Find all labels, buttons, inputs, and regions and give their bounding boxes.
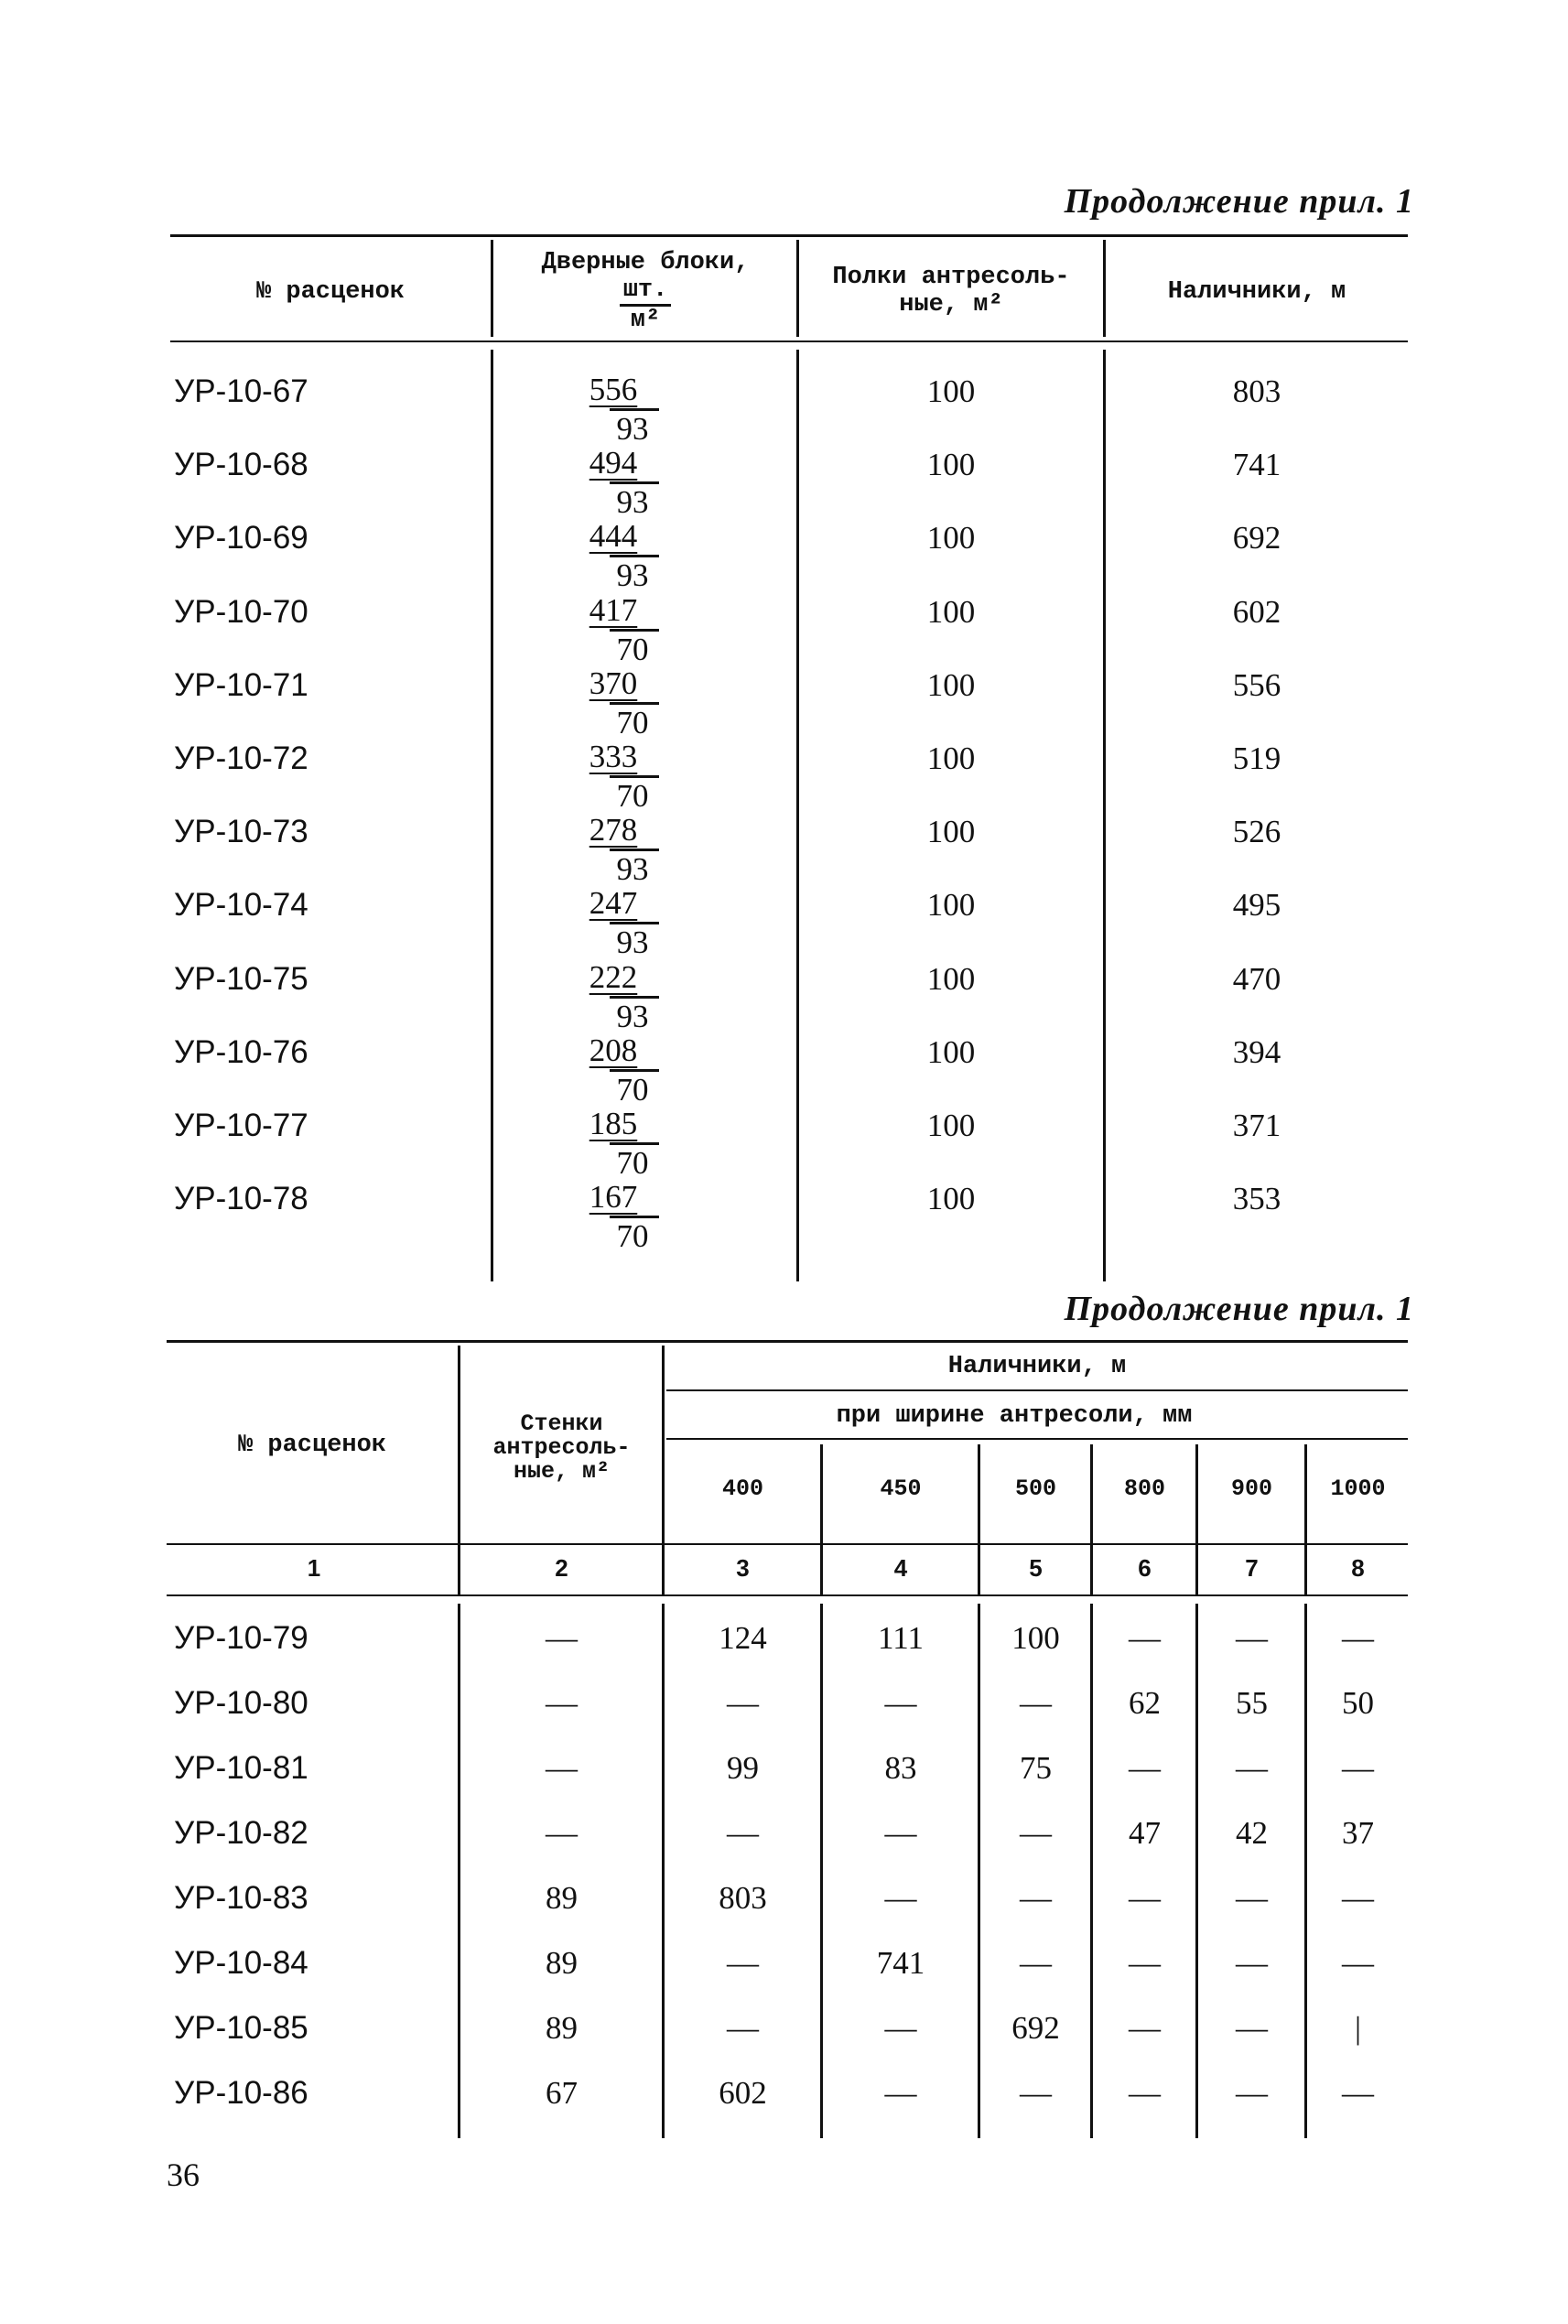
- table2-row-cell: —: [1020, 1945, 1052, 1981]
- table2-header-code: № расценок: [237, 1432, 387, 1459]
- table2-body-divider: [1304, 1604, 1307, 2138]
- table1-row-code: УР-10-69: [174, 520, 308, 557]
- table2-row-cell: 55: [1236, 1685, 1268, 1721]
- table2-row-cell: 124: [719, 1620, 767, 1656]
- table2-header-width-subgroup: при ширине антресоли, мм: [836, 1402, 1193, 1430]
- table2-row-cell: —: [546, 1685, 578, 1721]
- table2-row-cell: —: [1236, 1945, 1268, 1981]
- table2-column-number: 4: [893, 1554, 908, 1582]
- table2-row-cell: 89: [546, 1880, 578, 1916]
- table2-header-rule: [167, 1543, 1408, 1545]
- table1-row-trim: 353: [1232, 1181, 1281, 1217]
- table1-row-code: УР-10-70: [174, 593, 308, 630]
- table2-column-number: 3: [736, 1554, 750, 1582]
- table2-row-cell: —: [1020, 2075, 1052, 2111]
- table1-row-trim: 394: [1232, 1033, 1281, 1070]
- table1-row-door-den: 93: [610, 408, 659, 448]
- table2-column-number: 5: [1029, 1554, 1043, 1582]
- table2-header-walls: [461, 1412, 662, 1484]
- table1-row-shelves: 100: [926, 373, 976, 409]
- table1-row-door-fraction: [568, 959, 659, 1035]
- walls-title-line3: ные, м²: [513, 1458, 611, 1485]
- table2-row-cell: —: [1020, 1880, 1052, 1916]
- table1-row-code: УР-10-76: [174, 1033, 308, 1070]
- table1-row-shelves: 100: [926, 814, 976, 850]
- table2-column-number: 7: [1245, 1554, 1259, 1582]
- table1-body-divider: [491, 350, 493, 1281]
- table2-row-cell: —: [884, 1880, 917, 1916]
- table1-row-door-den: 70: [610, 702, 659, 741]
- table2-width-header: 500: [1014, 1475, 1056, 1502]
- table2-row-cell: —: [546, 1750, 578, 1786]
- table2-row-cell: 803: [719, 1880, 767, 1916]
- table2-header-divider: [820, 1444, 823, 1594]
- table2-body-divider: [458, 1604, 460, 2138]
- table1-row-door-fraction: [568, 665, 659, 741]
- table1-row-door-den: 70: [610, 629, 659, 668]
- table2-row-cell: —: [1236, 2075, 1268, 2111]
- table2-top-rule: [167, 1340, 1408, 1343]
- table1-row-shelves: 100: [926, 1033, 976, 1070]
- table2-width-header: 400: [721, 1475, 763, 1502]
- table1-row-door-num: 370: [589, 665, 638, 701]
- table1-row-door-fraction: [568, 592, 659, 668]
- table1-row-trim: 371: [1232, 1108, 1281, 1143]
- table1-row-door-fraction: [568, 518, 659, 594]
- table1-row-shelves: 100: [926, 593, 976, 630]
- table2-row-cell: 99: [727, 1750, 759, 1786]
- table2-continuation-caption: Продолжение прил. 1: [1064, 1290, 1414, 1328]
- table2-row-cell: 83: [884, 1750, 917, 1786]
- table1-row-code: УР-10-77: [174, 1108, 308, 1143]
- table2-row-code: УР-10-81: [174, 1750, 308, 1786]
- table2-colnum-rule: [167, 1594, 1408, 1596]
- table2-row-cell: —: [727, 1685, 759, 1721]
- table2-header-divider: [662, 1346, 665, 1594]
- table1-row-shelves: 100: [926, 447, 976, 483]
- table2-row-cell: —: [1129, 1945, 1161, 1981]
- table1-row-door-den: 93: [610, 922, 659, 961]
- door-blocks-title: Дверные блоки,: [541, 249, 750, 276]
- table2-width-header: 1000: [1330, 1475, 1386, 1502]
- table2-row-cell: —: [727, 1945, 759, 1981]
- table2-row-cell: —: [727, 2010, 759, 2046]
- table1-row-code: УР-10-74: [174, 887, 308, 924]
- table1-row-trim: 519: [1232, 740, 1281, 776]
- table2-header-divider: [978, 1444, 980, 1594]
- table2-body-divider: [820, 1604, 823, 2138]
- table2-row-cell: —: [1342, 1620, 1374, 1656]
- table2-group-rule: [666, 1389, 1408, 1391]
- table2-row-cell: —: [884, 1685, 917, 1721]
- table1-row-shelves: 100: [926, 740, 976, 776]
- table2-row-cell: —: [884, 2075, 917, 2111]
- table1-row-door-den: 93: [610, 555, 659, 594]
- table2-row-cell: —: [546, 1815, 578, 1851]
- table1-header-divider: [491, 240, 493, 337]
- table2-row-code: УР-10-86: [174, 2075, 308, 2111]
- table1-row-code: УР-10-67: [174, 373, 308, 409]
- table2-row-cell: —: [1236, 2010, 1268, 2046]
- table2-row-cell: 89: [546, 2010, 578, 2046]
- table1-row-trim: 741: [1232, 447, 1281, 483]
- table2-width-header: 450: [880, 1475, 922, 1502]
- table2-row-cell: —: [1129, 1750, 1161, 1786]
- table2-column-number: 8: [1351, 1554, 1365, 1582]
- table2-row-cell: 47: [1129, 1815, 1161, 1851]
- table1-row-door-den: 93: [610, 996, 659, 1035]
- table1-row-door-num: 222: [589, 958, 638, 995]
- door-blocks-unit-den: м²: [630, 307, 661, 334]
- table2-row-cell: 62: [1129, 1685, 1161, 1721]
- table1-row-door-fraction: [568, 445, 659, 521]
- table2-row-cell: 111: [878, 1620, 924, 1656]
- table1-row-door-fraction: [568, 885, 659, 961]
- table2-row-code: УР-10-85: [174, 2010, 308, 2046]
- table2-row-cell: 602: [719, 2075, 767, 2111]
- table1-row-trim: 602: [1232, 593, 1281, 630]
- table2-row-cell: 37: [1342, 1815, 1374, 1851]
- table2-row-cell: —: [727, 1815, 759, 1851]
- table1-row-door-den: 93: [610, 849, 659, 888]
- table1-header-divider: [796, 240, 799, 337]
- shelves-title-line2: ные, м²: [899, 291, 1003, 319]
- table2-body-divider: [978, 1604, 980, 2138]
- table1-row-trim: 495: [1232, 887, 1281, 924]
- table1-row-door-den: 70: [610, 1216, 659, 1255]
- table2-column-number: 6: [1138, 1554, 1152, 1582]
- table2-row-cell: —: [884, 1815, 917, 1851]
- table2-row-cell: —: [1342, 1945, 1374, 1981]
- table1-row-shelves: 100: [926, 960, 976, 997]
- table2-row-cell: 741: [876, 1945, 925, 1981]
- table1-row-door-fraction: [568, 1106, 659, 1182]
- table1-row-door-num: 417: [589, 591, 638, 628]
- table2-row-cell: —: [1129, 2010, 1161, 2046]
- shelves-title-line1: Полки антресоль-: [832, 264, 1070, 291]
- table2-row-code: УР-10-79: [174, 1620, 308, 1656]
- table1-row-door-den: 70: [610, 775, 659, 815]
- table1-row-trim: 470: [1232, 960, 1281, 997]
- table2-row-cell: —: [1342, 1750, 1374, 1786]
- table1-row-door-den: 70: [610, 1142, 659, 1182]
- table1-continuation-caption: Продолжение прил. 1: [1064, 182, 1414, 221]
- table2-row-cell: 100: [1011, 1620, 1060, 1656]
- table1-row-shelves: 100: [926, 1108, 976, 1143]
- table2-row-cell: —: [546, 1620, 578, 1656]
- table1-row-shelves: 100: [926, 887, 976, 924]
- table2-width-header: 800: [1123, 1475, 1165, 1502]
- table2-header-trim-group: Наличники, м: [947, 1353, 1127, 1380]
- table2-row-code: УР-10-84: [174, 1945, 308, 1981]
- table2-row-cell: —: [1342, 1880, 1374, 1916]
- table2-row-code: УР-10-80: [174, 1685, 308, 1721]
- table1-row-door-fraction: [568, 1032, 659, 1108]
- table1-row-door-num: 185: [589, 1106, 638, 1141]
- table1-row-door-den: 70: [610, 1069, 659, 1108]
- page-number: 36: [167, 2156, 200, 2193]
- table1-top-rule: [170, 234, 1408, 237]
- table2-row-cell: —: [1236, 1620, 1268, 1656]
- table1-row-door-num: 247: [589, 885, 638, 922]
- table1-row-trim: 803: [1232, 373, 1281, 409]
- table1-row-door-fraction: [568, 1179, 659, 1255]
- table1-row-code: УР-10-75: [174, 960, 308, 997]
- table2-row-cell: 42: [1236, 1815, 1268, 1851]
- table1-row-door-fraction: [568, 372, 659, 448]
- table2-header-divider: [458, 1346, 460, 1594]
- table1-row-shelves: 100: [926, 520, 976, 557]
- table1-row-door-den: 93: [610, 481, 659, 521]
- table2-row-cell: —: [1236, 1750, 1268, 1786]
- table1-header-rule: [170, 340, 1408, 342]
- table2-subgroup-rule: [666, 1438, 1408, 1440]
- table1-row-shelves: 100: [926, 1181, 976, 1217]
- table1-header-shelves: [800, 264, 1102, 319]
- table2-row-cell: 50: [1342, 1685, 1374, 1721]
- table2-row-code: УР-10-82: [174, 1815, 308, 1851]
- table2-row-cell: —: [1342, 2075, 1374, 2111]
- table1-row-door-num: 208: [589, 1032, 638, 1068]
- table2-row-cell: |: [1354, 2010, 1361, 2046]
- table1-row-code: УР-10-73: [174, 814, 308, 850]
- table2-row-cell: 692: [1011, 2010, 1060, 2046]
- table2-header-divider: [1090, 1444, 1093, 1594]
- table2-row-cell: —: [1020, 1815, 1052, 1851]
- table2-body-divider: [662, 1604, 665, 2138]
- table2-row-cell: 89: [546, 1945, 578, 1981]
- table2-body-divider: [1090, 1604, 1093, 2138]
- table1-row-door-num: 333: [589, 739, 638, 774]
- table1-header-trim: Наличники, м: [1167, 278, 1346, 306]
- table1-row-trim: 556: [1232, 666, 1281, 703]
- table2-row-cell: 67: [546, 2075, 578, 2111]
- door-blocks-unit-num: шт.: [620, 276, 672, 307]
- table1-row-code: УР-10-78: [174, 1181, 308, 1217]
- walls-title-line2: антресоль-: [492, 1434, 631, 1461]
- table1-row-door-num: 494: [589, 445, 638, 481]
- table1-header-code: № расценок: [255, 278, 406, 306]
- table1-row-door-num: 167: [589, 1179, 638, 1216]
- table1-row-door-num: 556: [589, 372, 638, 407]
- table2-row-cell: —: [1020, 1685, 1052, 1721]
- table1-row-shelves: 100: [926, 666, 976, 703]
- table1-row-door-fraction: [568, 739, 659, 815]
- table1-header-door-blocks: [494, 249, 796, 334]
- table2-column-number: 2: [555, 1554, 568, 1582]
- table1-row-door-num: 444: [589, 518, 638, 555]
- table1-row-code: УР-10-72: [174, 740, 308, 776]
- table2-row-cell: —: [1236, 1880, 1268, 1916]
- table2-body-divider: [1195, 1604, 1198, 2138]
- table1-row-door-num: 278: [589, 812, 638, 849]
- door-blocks-unit-fraction: [620, 276, 672, 334]
- table2-header-divider: [1304, 1444, 1307, 1594]
- table2-row-cell: —: [1129, 1880, 1161, 1916]
- table2-row-code: УР-10-83: [174, 1880, 308, 1916]
- table2-column-number: 1: [307, 1554, 321, 1582]
- table1-row-code: УР-10-71: [174, 666, 308, 703]
- table2-row-cell: 75: [1020, 1750, 1052, 1786]
- table2-row-cell: —: [1129, 2075, 1161, 2111]
- table2-row-cell: —: [1129, 1620, 1161, 1656]
- table1-body-divider: [796, 350, 799, 1281]
- walls-title-line1: Стенки: [520, 1411, 603, 1437]
- table1-row-trim: 526: [1232, 814, 1281, 850]
- table1-row-trim: 692: [1232, 520, 1281, 557]
- table1-row-code: УР-10-68: [174, 447, 308, 483]
- table2-row-cell: —: [884, 2010, 917, 2046]
- table1-row-door-fraction: [568, 812, 659, 888]
- table2-width-header: 900: [1230, 1475, 1272, 1502]
- table2-header-divider: [1195, 1444, 1198, 1594]
